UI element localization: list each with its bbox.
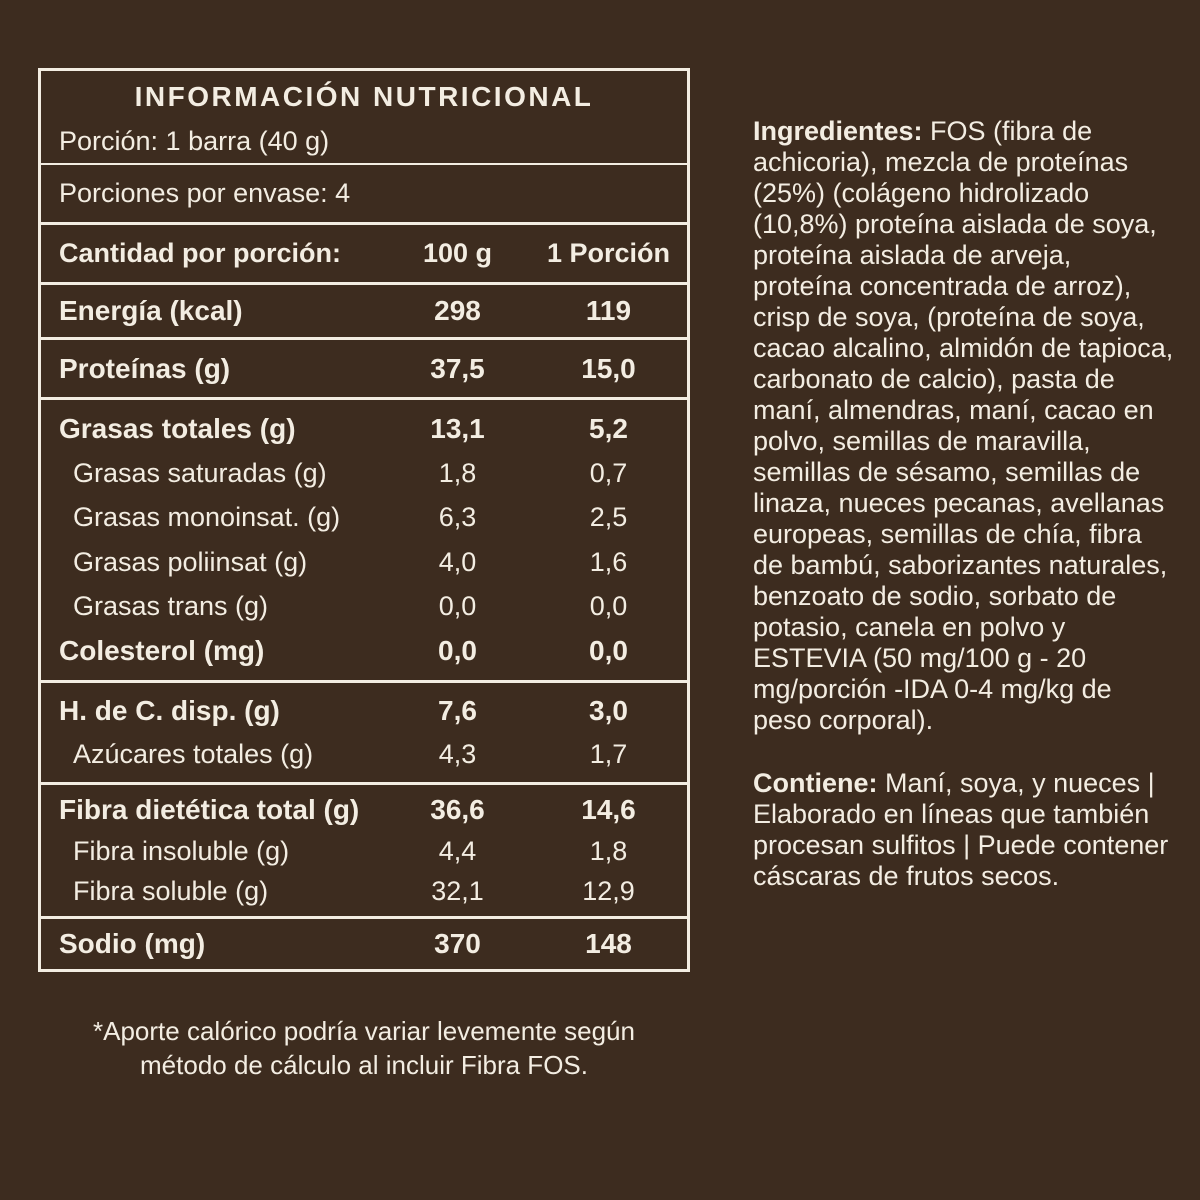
nutrient-label: Colesterol (mg) [59, 634, 265, 666]
allergen-text: Maní, soya, y nueces | Elaborado en líneas que también procesan sulfitos | Puede contener cáscaras de frutos secos. [753, 768, 1169, 891]
table-section [41, 282, 687, 337]
nutrient-value: 32,1 [431, 875, 484, 906]
allergen-paragraph [753, 768, 1175, 892]
nutrient-value: 1,6 [589, 546, 628, 577]
column-header-row [41, 222, 687, 282]
nutrient-label: Proteínas (g) [59, 352, 231, 384]
table-section [41, 782, 687, 916]
servings-per-pack: Porciones por envase: 4 [41, 163, 687, 222]
table-row [41, 695, 687, 727]
nutrient-value: 15,0 [581, 352, 636, 384]
table-header-block [41, 71, 687, 163]
nutrient-label: Energía (kcal) [59, 295, 243, 326]
nutrient-value: 14,6 [581, 794, 636, 826]
nutrient-label: Grasas totales (g) [59, 413, 296, 445]
nutrient-value: 2,5 [589, 502, 628, 533]
nutrient-label: Grasas saturadas (g) [73, 458, 327, 489]
nutrient-value: 1,8 [589, 835, 628, 866]
nutrient-label: Sodio (mg) [59, 928, 206, 959]
table-row [41, 836, 687, 867]
nutrient-value: 1,7 [589, 739, 628, 769]
table-row [41, 295, 687, 327]
nutrient-value: 12,9 [582, 875, 635, 906]
nutrient-label: Grasas trans (g) [73, 590, 269, 621]
nutrient-value: 37,5 [430, 352, 485, 384]
column-header-portion: 1 Porción [546, 238, 671, 268]
table-section [41, 337, 687, 397]
nutrient-label: Fibra dietética total (g) [59, 794, 360, 826]
table-section [41, 397, 687, 680]
table-row [41, 794, 687, 826]
nutrient-value: 148 [585, 928, 632, 959]
nutrient-value: 13,1 [430, 413, 485, 445]
nutrient-label: Grasas monoinsat. (g) [73, 502, 341, 533]
nutrient-value: 36,6 [430, 794, 485, 826]
column-header-100g: 100 g [422, 238, 493, 268]
table-row [41, 413, 687, 445]
nutrient-value: 0,0 [438, 590, 477, 621]
table-row [41, 458, 687, 489]
table-row [41, 502, 687, 533]
nutrition-facts-table [38, 68, 690, 972]
nutrient-value: 3,0 [589, 695, 628, 726]
table-row [41, 547, 687, 578]
nutrient-value: 0,0 [589, 634, 628, 666]
nutrient-value: 298 [434, 295, 481, 326]
table-row [41, 353, 687, 385]
table-row [41, 591, 687, 622]
table-row [41, 739, 687, 770]
nutrient-value: 5,2 [589, 413, 628, 445]
nutrient-value: 6,3 [438, 502, 477, 533]
nutrient-value: 4,4 [438, 835, 477, 866]
nutrient-label: Fibra insoluble (g) [73, 835, 290, 866]
nutrient-label: H. de C. disp. (g) [59, 695, 280, 726]
table-title: INFORMACIÓN NUTRICIONAL [134, 81, 594, 112]
calorie-footnote: *Aporte calórico podría variar levemente según método de cálculo al incluir Fibra FOS. [93, 1016, 635, 1080]
nutrient-value: 1,8 [438, 458, 477, 489]
nutrition-sections [41, 282, 687, 969]
nutrient-label: Azúcares totales (g) [73, 739, 314, 769]
column-header-label: Cantidad por porción: [59, 238, 341, 268]
right-column [753, 116, 1175, 892]
table-row [41, 928, 687, 960]
nutrient-value: 4,0 [438, 546, 477, 577]
ingredients-paragraph [753, 116, 1175, 736]
ingredients-text: FOS (fibra de achicoria), mezcla de proteínas (25%) (colágeno hidrolizado (10,8%) proteína aislada de soya, proteína aislada de arveja, proteína concentrada de arroz), crisp de soya, (proteína de soya, cacao alcalino, almidón de tapioca, carbonato de calcio), pasta de maní, almendras, maní, cacao en polvo, semillas de maravilla, semillas de sésamo, semillas de linaza, nueces pecanas, avellanas europeas, semillas de chía, fibra de bambú, saborizantes naturales, benzoato de sodio, sorbato de potasio, canela en polvo y ESTEVIA (50 mg/100 g - 20 mg/porción -IDA 0-4 mg/kg de peso corporal). [753, 116, 1174, 735]
nutrient-label: Fibra soluble (g) [73, 875, 269, 906]
nutrient-value: 0,0 [438, 634, 477, 666]
table-row [41, 635, 687, 667]
nutrient-value: 4,3 [438, 739, 477, 769]
nutrient-value: 370 [434, 928, 481, 959]
table-section [41, 680, 687, 782]
table-section [41, 916, 687, 969]
serving-size: Porción: 1 barra (40 g) [59, 126, 330, 156]
nutrient-label: Grasas poliinsat (g) [73, 546, 308, 577]
nutrient-value: 0,0 [589, 590, 628, 621]
table-row [41, 876, 687, 907]
nutrient-value: 7,6 [438, 695, 477, 726]
allergen-heading: Contiene: [753, 768, 878, 798]
nutrient-value: 0,7 [589, 458, 628, 489]
nutrient-value: 119 [585, 295, 632, 326]
ingredients-heading: Ingredientes: [753, 116, 923, 146]
